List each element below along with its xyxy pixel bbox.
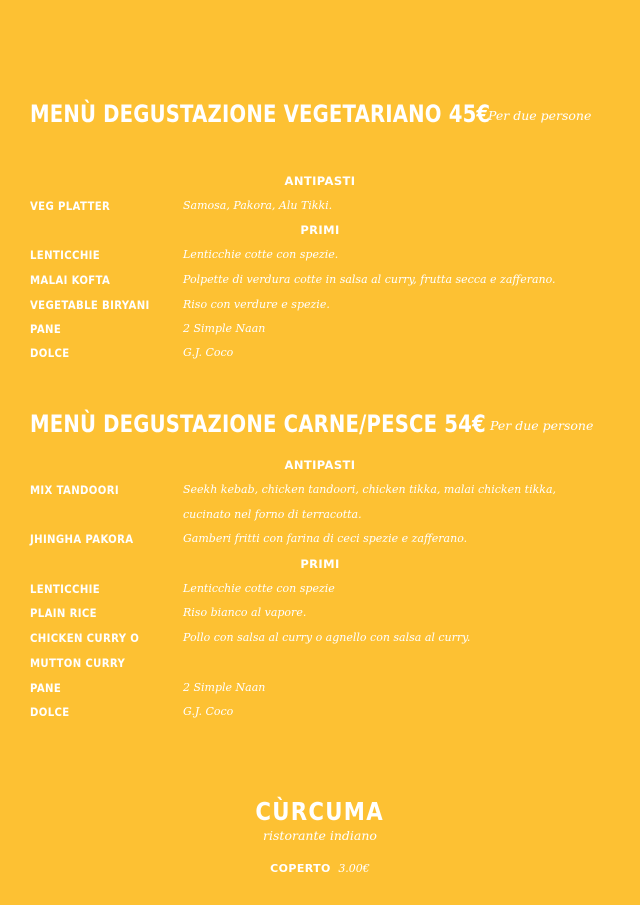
menu-item-desc-continued: cucinato nel forno di terracotta. (183, 508, 362, 521)
menu-item-name: JHINGHA PAKORA (30, 532, 134, 546)
menu-item-name: PANE (30, 322, 62, 336)
menu-item-name: DOLCE (30, 705, 70, 719)
menu-item-desc: G.J. Coco (183, 346, 234, 359)
brand-name: CÙRCUMA (255, 797, 385, 826)
menu2-subtitle: Per due persone (490, 418, 594, 433)
coperto-value: 3.00€ (338, 862, 370, 875)
brand-tagline: ristorante indiano (263, 828, 377, 843)
menu-item-name: MUTTON CURRY (30, 656, 126, 670)
menu-item-desc: Riso bianco al vapore. (183, 606, 307, 619)
menu-item (30, 631, 620, 651)
menu-item (30, 582, 620, 602)
menu-item-desc: G.J. Coco (183, 705, 234, 718)
coperto (0, 862, 640, 875)
menu-item-desc: Riso con verdure e spezie. (183, 298, 330, 311)
menu-item-name: DOLCE (30, 346, 70, 360)
menu-item-continued (30, 508, 620, 528)
brand-logo (0, 797, 640, 826)
menu1-subtitle: Per due persone (488, 108, 592, 123)
menu-item (30, 656, 620, 676)
menu-item-desc: Lenticchie cotte con spezie. (183, 248, 339, 261)
menu-item-desc: Pollo con salsa al curry o agnello con salsa al curry. (183, 631, 471, 644)
menu-item-name: LENTICCHIE (30, 582, 101, 596)
menu1-section-primi: PRIMI (300, 223, 340, 237)
menu-item-name: PLAIN RICE (30, 606, 97, 620)
menu-item (30, 298, 620, 318)
menu-item-desc: Lenticchie cotte con spezie (183, 582, 335, 595)
menu-item (30, 199, 620, 219)
menu1-heading (30, 100, 591, 128)
menu-item-desc: 2 Simple Naan (183, 322, 266, 335)
menu-item (30, 322, 620, 342)
coperto-label: COPERTO (270, 862, 331, 875)
menu1-title: MENÙ DEGUSTAZIONE VEGETARIANO 45€ (30, 100, 491, 128)
menu-item (30, 606, 620, 626)
menu-item (30, 346, 620, 366)
menu2-heading (30, 410, 594, 438)
menu-item-name: MIX TANDOORI (30, 483, 119, 497)
menu-item-name: PANE (30, 681, 62, 695)
menu-item-desc: Gamberi fritti con farina di ceci spezie e zafferano. (183, 532, 468, 545)
menu2-title: MENÙ DEGUSTAZIONE CARNE/PESCE 54€ (30, 410, 486, 438)
menu-item-desc: Seekh kebab, chicken tandoori, chicken tikka, malai chicken tikka, (183, 483, 556, 496)
menu-item-name: VEGETABLE BIRYANI (30, 298, 150, 312)
menu1-section-antipasti: ANTIPASTI (284, 174, 356, 188)
menu-item (30, 273, 620, 293)
menu-item-name: MALAI KOFTA (30, 273, 111, 287)
menu-item (30, 532, 620, 552)
menu-item-name: CHICKEN CURRY O (30, 631, 140, 645)
menu-item (30, 681, 620, 701)
menu2-section-primi: PRIMI (300, 557, 340, 571)
menu-item (30, 705, 620, 725)
menu-item-name: VEG PLATTER (30, 199, 111, 213)
menu-item (30, 483, 620, 503)
menu2-section-antipasti: ANTIPASTI (284, 458, 356, 472)
menu-item (30, 248, 620, 268)
menu-item-name: LENTICCHIE (30, 248, 101, 262)
menu-item-desc: Polpette di verdura cotte in salsa al curry, frutta secca e zafferano. (183, 273, 556, 286)
menu-item-desc: Samosa, Pakora, Alu Tikki. (183, 199, 333, 212)
menu-item-desc: 2 Simple Naan (183, 681, 266, 694)
